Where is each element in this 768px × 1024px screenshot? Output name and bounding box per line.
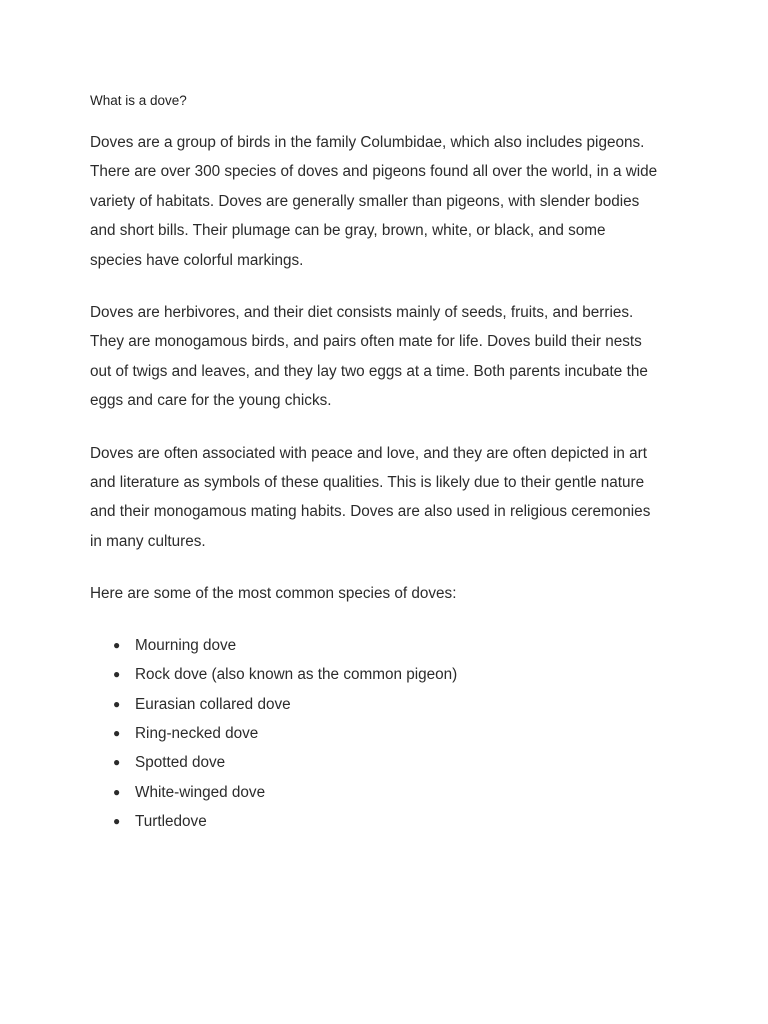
paragraph-symbolism: Doves are often associated with peace and love, and they are often depicted in art and literature as symbols of these qualities. This is likely due to their gentle nature and their monogamous mating habits. Doves are also used in religious ceremonies in many cultures.: [90, 444, 651, 550]
list-item: [90, 778, 660, 807]
list-item: [90, 690, 660, 719]
list-item-label: White-winged dove: [135, 783, 266, 801]
list-item-label: Turtledove: [135, 813, 207, 831]
bullet-icon: ●: [113, 637, 121, 652]
list-item: [90, 807, 660, 836]
list-item: [90, 660, 660, 689]
bullet-icon: ●: [113, 725, 121, 740]
bullet-icon: ●: [113, 667, 121, 682]
list-item: [90, 748, 660, 777]
bullet-icon: ●: [113, 784, 121, 799]
species-list: [90, 631, 660, 837]
bullet-icon: ●: [113, 814, 121, 829]
list-item-label: Mourning dove: [135, 636, 237, 654]
document-page: [90, 91, 660, 837]
list-item-label: Ring-necked dove: [135, 724, 259, 742]
document-title: What is a dove?: [90, 93, 187, 108]
paragraph-description: Doves are a group of birds in the family Columbidae, which also includes pigeons. There are over 300 species of doves and pigeons found all over the world, in a wide variety of habitats. Doves are generally smaller than pigeons, with slender bodies and short bills. Their plumage can be gray, brown, white, or black, and some species have colorful markings.: [90, 134, 658, 269]
list-item-label: Rock dove (also known as the common pigeon): [135, 666, 458, 684]
list-item: [90, 719, 660, 748]
list-intro: Here are some of the most common species of doves:: [90, 585, 457, 603]
bullet-icon: ●: [113, 696, 121, 711]
bullet-icon: ●: [113, 755, 121, 770]
list-item-label: Spotted dove: [135, 754, 226, 772]
list-item-label: Eurasian collared dove: [135, 695, 291, 713]
paragraph-diet-behavior: Doves are herbivores, and their diet consists mainly of seeds, fruits, and berries. They are monogamous birds, and pairs often mate for life. Doves build their nests out of twigs and leaves, and they lay two eggs at a time. Both parents incubate the eggs and care for the young chicks.: [90, 304, 648, 410]
list-item: [90, 631, 660, 660]
